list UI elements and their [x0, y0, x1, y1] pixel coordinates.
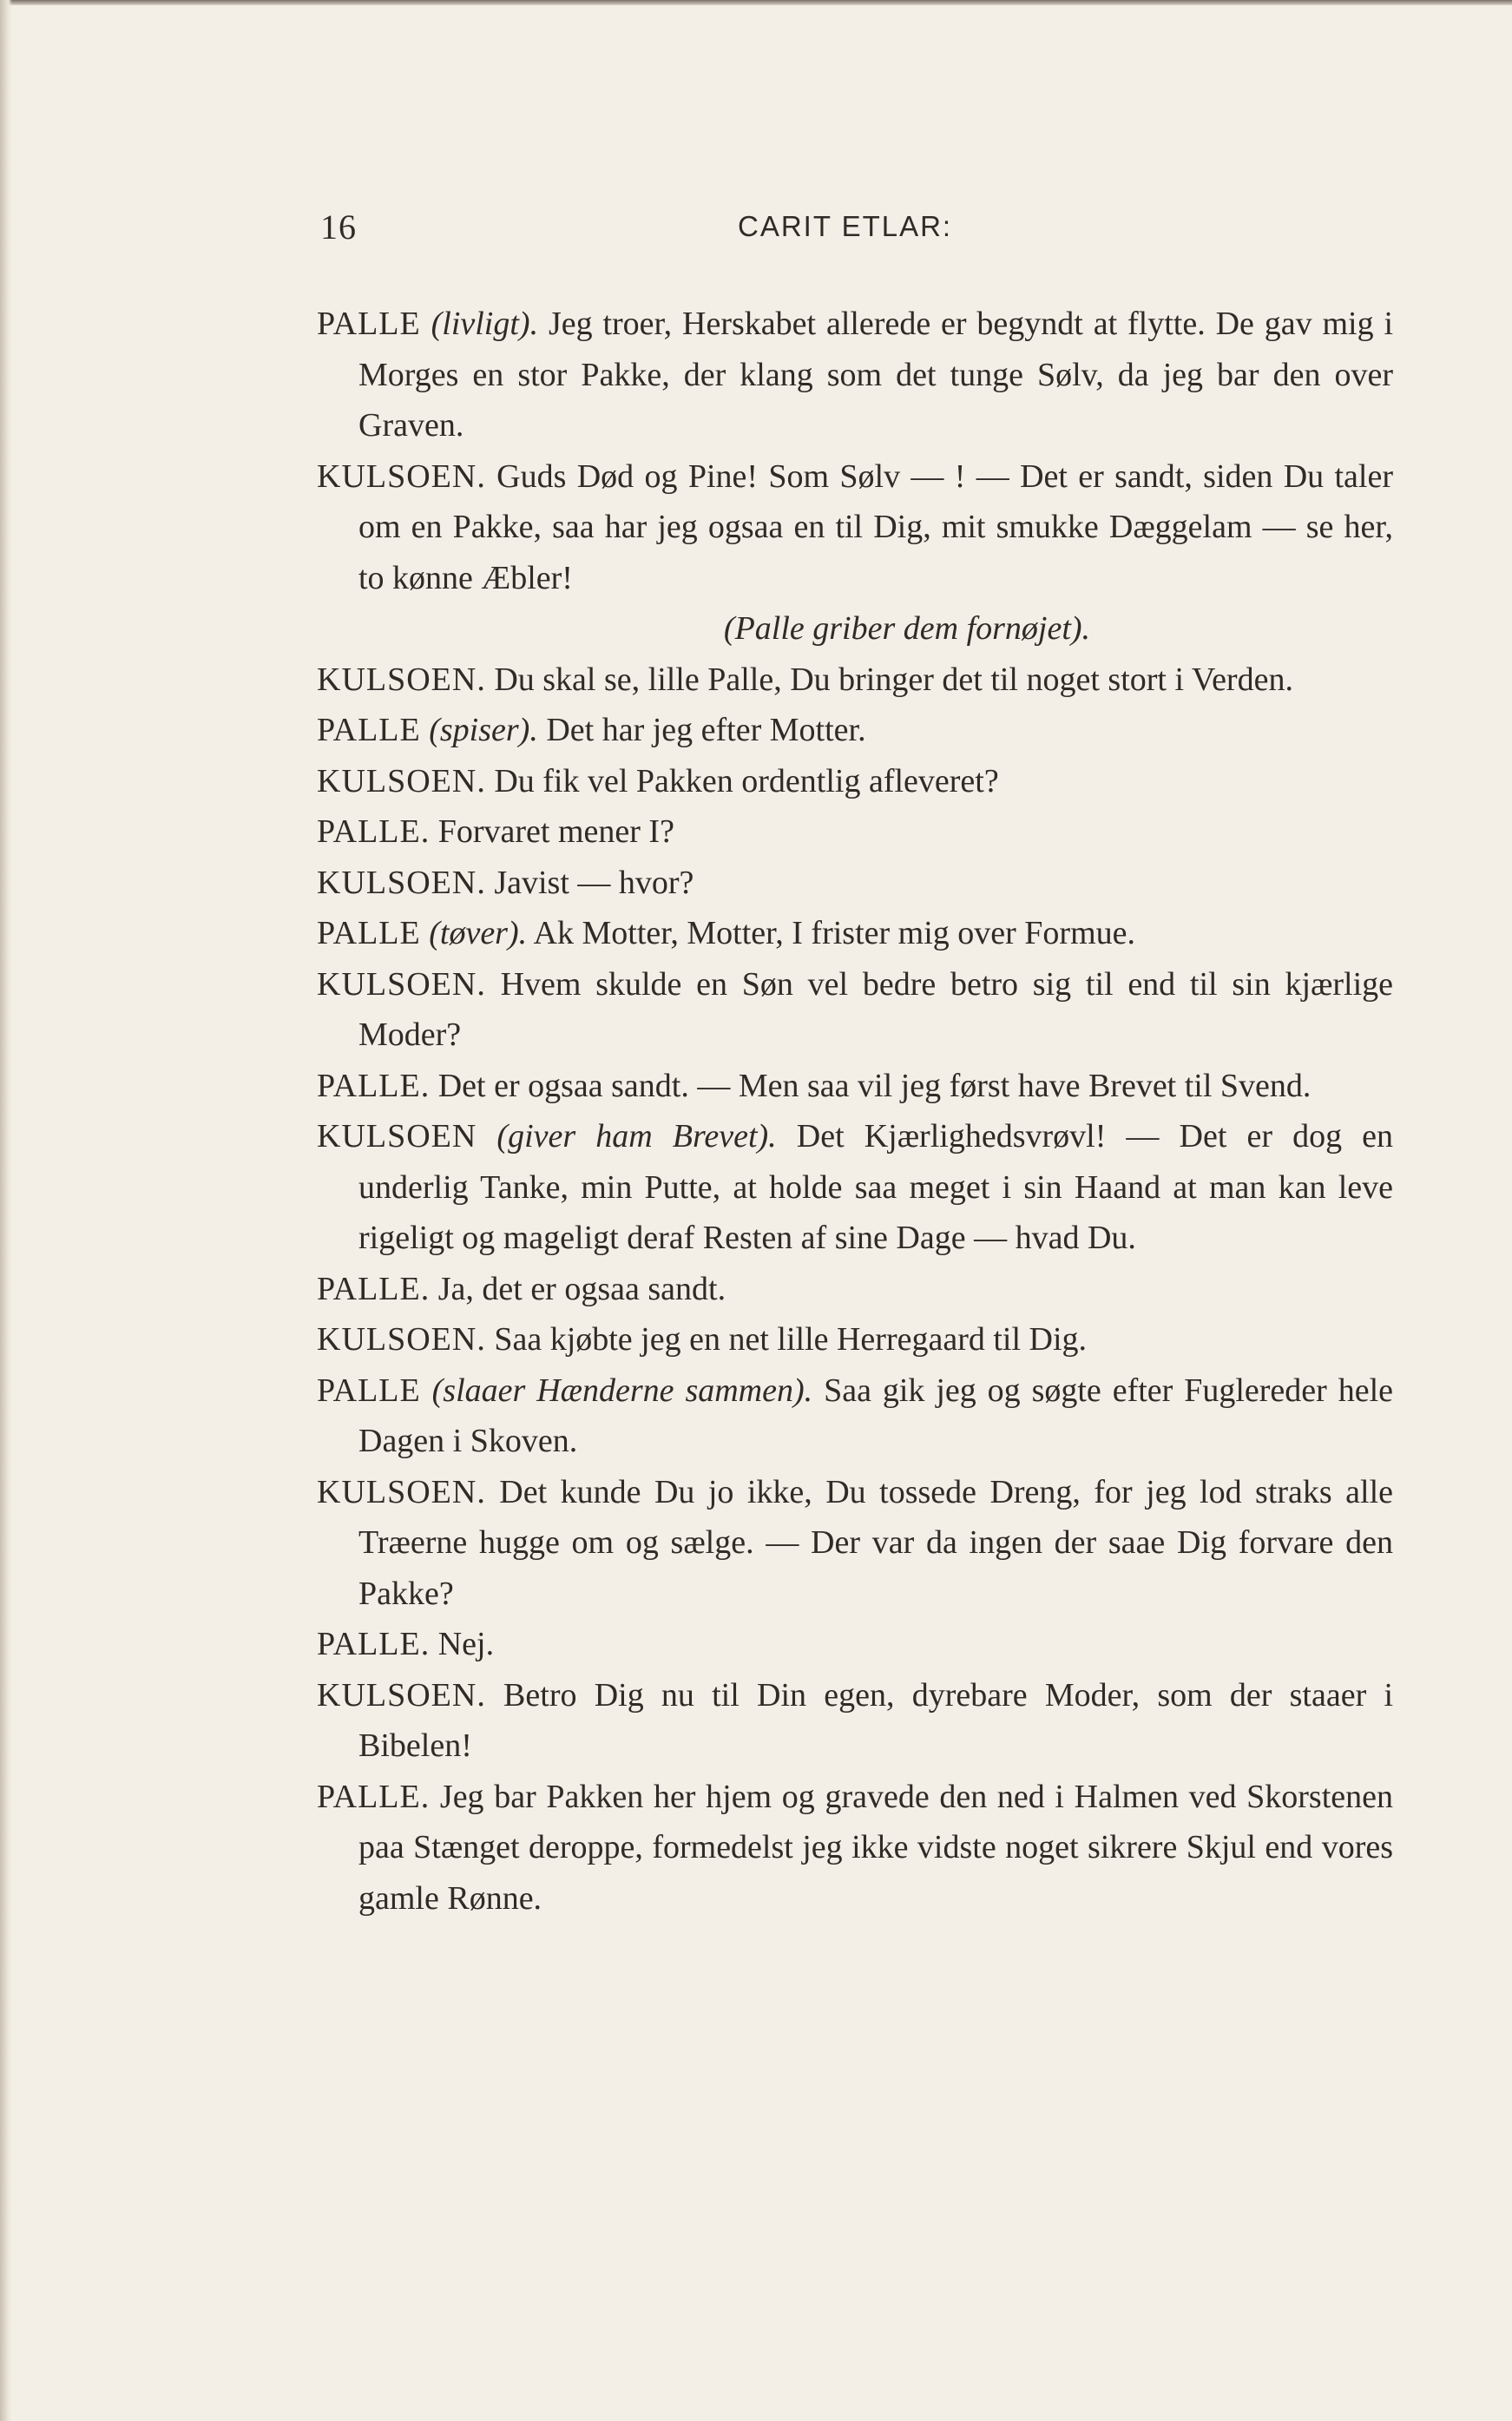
speech-text: Forvaret mener I? [437, 813, 674, 850]
book-page [317, 191, 1393, 1924]
speaker-name: KULSOEN. [317, 1676, 486, 1714]
speech-text: Det Kjærlighedsvrøvl! — Det er dog en underlig Tanke, min Putte, at holde saa meget i sin Haand at man kan leve rigeligt og mageligt deraf Resten af sine Dage — hvad Du. [358, 1118, 1394, 1256]
dialogue-line [317, 1772, 1393, 1924]
speech-text: Nej. [437, 1626, 495, 1662]
speech-text: Hvem skulde en Søn vel bedre betro sig til end til sin kjærlige Moder? [358, 965, 1393, 1053]
speaker-name: PALLE [317, 915, 421, 951]
stage-direction: (giver ham Brevet). [496, 1118, 777, 1155]
dialogue-line [317, 451, 1393, 604]
page-number: 16 [320, 207, 357, 247]
speaker-name: PALLE [317, 712, 421, 748]
dialogue-line [317, 1619, 1393, 1670]
speech-text: Du skal se, lille Palle, Du bringer det til noget stort i Verden. [494, 661, 1293, 698]
speaker-name: KULSOEN [317, 1118, 477, 1155]
speech-text: Saa kjøbte jeg en net lille Herregaard til Dig. [494, 1321, 1088, 1358]
dialogue-line [317, 1264, 1393, 1315]
speaker-name: PALLE. [317, 1778, 431, 1815]
speech-text: Jeg bar Pakken her hjem og gravede den ned i Halmen ved Skorstenen paa Stænget deroppe, formedelst jeg ikke vidste noget sikrere Skjul end vores gamle Rønne. [358, 1778, 1394, 1917]
dialogue-line [317, 959, 1393, 1061]
speaker-name: KULSOEN. [317, 1321, 486, 1358]
dialogue-line [317, 299, 1393, 451]
dialogue-line [317, 908, 1393, 959]
dialogue-text [317, 299, 1393, 1924]
dialogue-line [317, 1365, 1393, 1467]
speaker-name: PALLE. [317, 1270, 431, 1307]
dialogue-line [317, 1670, 1393, 1772]
speech-text: Jeg troer, Herskabet allerede er begyndt at flytte. De gav mig i Morges en stor Pakke, der klang som det tunge Sølv, da jeg bar den over Graven. [358, 306, 1394, 444]
dialogue-line [317, 655, 1393, 706]
speech-text: Ja, det er ogsaa sandt. [437, 1270, 726, 1307]
dialogue-line [317, 858, 1393, 909]
speaker-name: PALLE. [317, 1626, 431, 1662]
stage-direction: (tøver). [429, 915, 528, 951]
dialogue-line [317, 705, 1393, 756]
speaker-name: KULSOEN. [317, 661, 486, 698]
speaker-name: KULSOEN. [317, 457, 486, 495]
speaker-name: KULSOEN. [317, 762, 486, 799]
speaker-name: KULSOEN. [317, 965, 486, 1003]
speaker-name: KULSOEN. [317, 864, 486, 901]
speech-text: Det er ogsaa sandt. — Men saa vil jeg først have Brevet til Svend. [437, 1067, 1311, 1104]
speaker-name: KULSOEN. [317, 1473, 486, 1510]
page-binding-edge [0, 0, 12, 2421]
stage-direction: (slaaer Hænderne sammen). [431, 1372, 813, 1409]
speech-text: Du fik vel Pakken ordentlig afleveret? [494, 762, 999, 799]
dialogue-line [317, 756, 1393, 807]
running-head [317, 191, 1393, 260]
speech-text: Betro Dig nu til Din egen, dyrebare Moder, som der staaer i Bibelen! [358, 1676, 1393, 1764]
speech-text: Javist — hvor? [494, 864, 694, 901]
dialogue-line [317, 1061, 1393, 1112]
speech-text: Det har jeg efter Motter. [546, 712, 866, 748]
stage-direction-line: (Palle griber dem fornøjet). [723, 610, 1091, 647]
running-title: CARIT ETLAR: [738, 210, 953, 242]
speaker-name: PALLE [317, 306, 421, 342]
dialogue-line [317, 1467, 1393, 1620]
speaker-name: PALLE. [317, 1067, 431, 1104]
stage-direction: (livligt). [431, 306, 539, 342]
speaker-name: PALLE. [317, 813, 431, 850]
speaker-name: PALLE [317, 1372, 421, 1409]
page-top-edge [0, 0, 1512, 5]
dialogue-line [317, 1111, 1393, 1264]
dialogue-line [317, 806, 1393, 858]
speech-text: Guds Død og Pine! Som Sølv — ! — Det er sandt, siden Du taler om en Pakke, saa har jeg ogsaa en til Dig, mit smukke Dæggelam — se her, to kønne Æbler! [358, 457, 1394, 596]
stage-direction: (spiser). [429, 712, 538, 748]
speech-text: Saa gik jeg og søgte efter Fuglereder hele Dagen i Skoven. [358, 1372, 1394, 1459]
speech-text: Ak Motter, Motter, I frister mig over Formue. [533, 915, 1136, 951]
speech-text: Det kunde Du jo ikke, Du tossede Dreng, for jeg lod straks alle Træerne hugge om og sælge. — Der var da ingen der saae Dig forvare den Pakke? [358, 1473, 1393, 1612]
dialogue-line [317, 1314, 1393, 1365]
